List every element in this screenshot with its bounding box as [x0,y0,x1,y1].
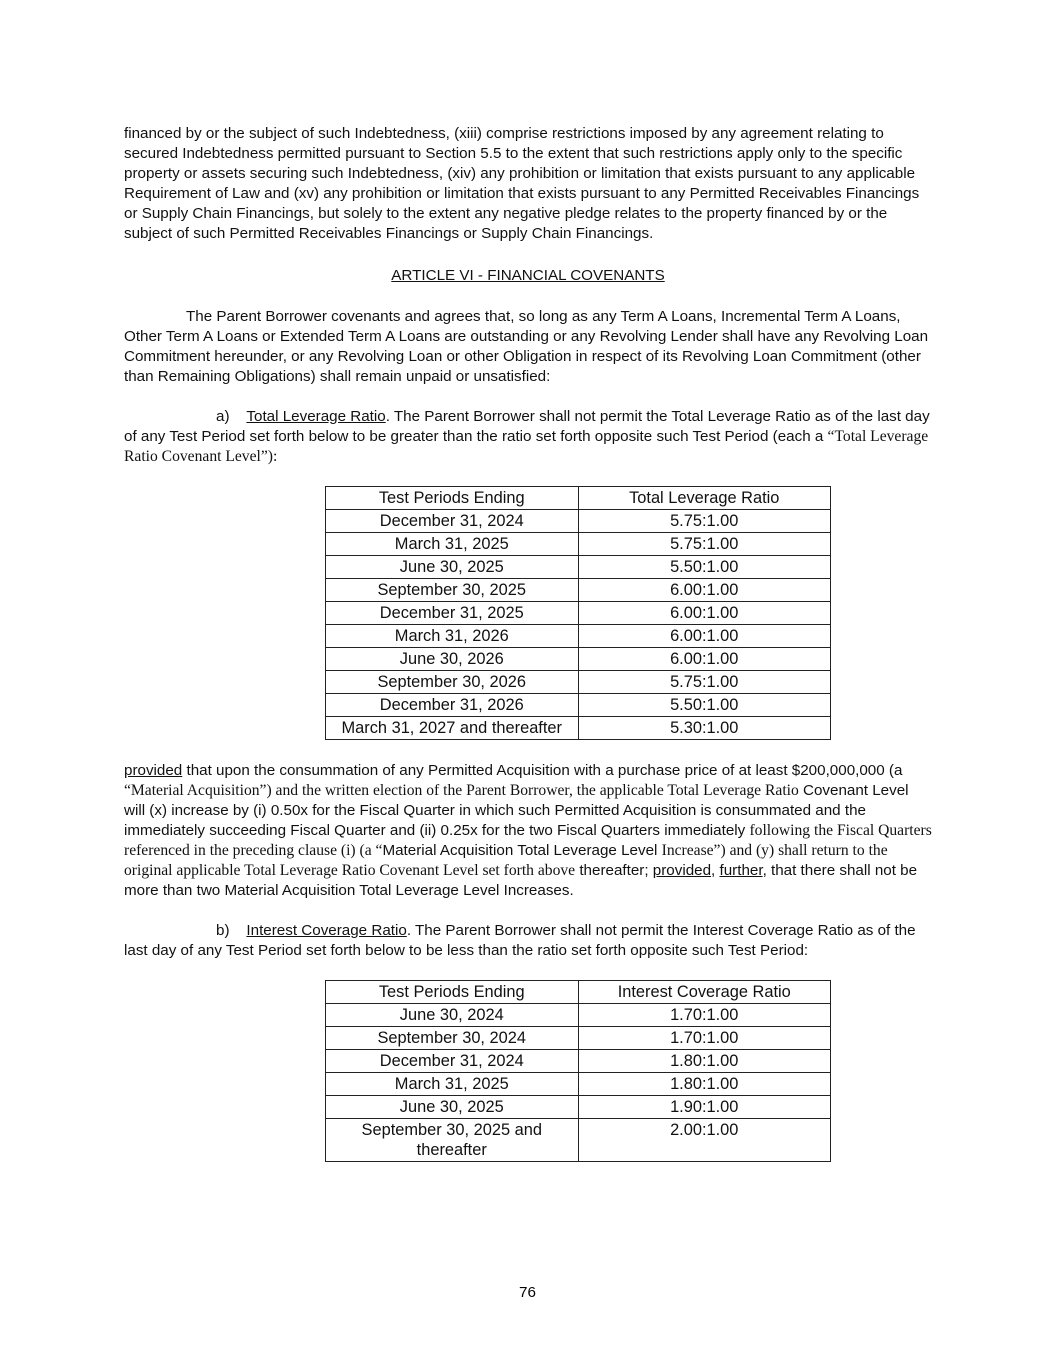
proviso-text: Covenant Level will (x) increase by (i) 0.50x for the Fiscal Quarter in which such Permitted Acquisition is consummated and the immediately succeeding Fiscal Quarter and (ii) 0.25x for the two Fiscal Quarters immediately [124,782,909,839]
proviso-provided: provided [124,762,183,779]
test-period-cell: December 31, 2026 [326,694,579,717]
ratio-cell: 1.70:1.00 [578,1027,831,1050]
table-header-cell: Test Periods Ending [326,487,579,510]
proviso-further: further [719,862,763,879]
interest-coverage-ratio-table [325,980,831,1162]
table-header-row [326,487,831,510]
test-period-cell: March 31, 2025 [326,533,579,556]
proviso-text: thereafter; [575,862,653,879]
table-row [326,533,831,556]
proviso-text: , that there shall not be more than two Material Acquisition Total Leverage Level Increases. [124,862,918,899]
intro-paragraph: The Parent Borrower covenants and agrees that, so long as any Term A Loans, Incremental Term A Loans, Other Term A Loans or Extended Term A Loans are outstanding or any Revolving Lender shall have any Revolving Loan Commitment hereunder, or any Revolving Loan or other Obligation in respect of its Revolving Loan Commitment (other than Remaining Obligations) shall remain unpaid or unsatisfied: [124,308,929,385]
table-row [326,556,831,579]
test-period-cell: June 30, 2025 [326,1096,579,1119]
table-row [326,579,831,602]
table-row [326,671,831,694]
table-header-cell: Test Periods Ending [326,981,579,1004]
table-body [326,1004,831,1162]
ratio-cell: 1.70:1.00 [578,1004,831,1027]
section-b-text: . The Parent Borrower shall not permit the Interest Coverage Ratio as of the last day of any Test Period set forth below to be less than the ratio set forth opposite such Test Period: [124,922,916,959]
ratio-cell: 1.90:1.00 [578,1096,831,1119]
table-row [326,602,831,625]
total-leverage-ratio-table [325,486,831,740]
proviso-paragraph [124,761,932,901]
section-a-paragraph [124,407,932,467]
paragraph-negative-pledge-continuation: financed by or the subject of such Indebtedness, (xiii) comprise restrictions imposed by any agreement relating to secured Indebtedness permitted pursuant to Section 5.5 to the extent that such restrictions apply only to the specific property or assets securing such Indebtedness, (xiv) any prohibition or limitation that exists pursuant to any applicable Requirement of Law and (xv) any prohibition or limitation that exists pursuant to any Permitted Receivables Financings or Supply Chain Financings, but solely to the extent any negative pledge relates to the property financed by or the subject of such Permitted Receivables Financings or Supply Chain Financings. [124,125,920,242]
test-period-cell: September 30, 2025 and thereafter [326,1119,579,1162]
ratio-cell: 5.30:1.00 [578,717,831,740]
section-a-defined-term: “Total Leverage Ratio Covenant Level”): [124,428,929,465]
test-period-cell: December 31, 2024 [326,510,579,533]
test-period-cell: September 30, 2024 [326,1027,579,1050]
table-row [326,1027,831,1050]
proviso-provided-second: provided [652,862,712,879]
proviso-text: Material Acquisition Total Leverage Level [382,842,662,859]
table-header-row [326,981,831,1004]
proviso-text: “Material Acquisition”) and the written election of the Parent Borrower, the applicable Total Leverage Ratio [124,782,799,799]
ratio-cell: 6.00:1.00 [578,602,831,625]
article-heading [124,266,932,286]
table-body [326,510,831,740]
section-b-paragraph [124,921,932,961]
test-period-cell: September 30, 2026 [326,671,579,694]
ratio-cell: 1.80:1.00 [578,1050,831,1073]
section-b-title: Interest Coverage Ratio [246,922,407,939]
article-heading-text: ARTICLE VI - FINANCIAL COVENANTS [391,267,665,284]
test-period-cell: June 30, 2025 [326,556,579,579]
section-b-marker: b) [216,922,230,939]
table-header-cell: Total Leverage Ratio [578,487,831,510]
proviso-text: that upon the consummation of any Permitted Acquisition with a purchase price of at least $200,000,000 (a [182,762,903,779]
ratio-cell: 5.75:1.00 [578,533,831,556]
ratio-cell: 5.50:1.00 [578,694,831,717]
ratio-cell: 1.80:1.00 [578,1073,831,1096]
test-period-cell: December 31, 2025 [326,602,579,625]
table-header-cell: Interest Coverage Ratio [578,981,831,1004]
table-row [326,1096,831,1119]
test-period-cell: March 31, 2027 and thereafter [326,717,579,740]
table-row [326,1073,831,1096]
test-period-cell: June 30, 2026 [326,648,579,671]
table-row [326,694,831,717]
proviso-text: Increase”) and (y) shall return to the original applicable Total Leverage Ratio Covenant Level set forth above [124,842,888,879]
table-row [326,717,831,740]
table-row [326,648,831,671]
table-row [326,1004,831,1027]
test-period-cell: March 31, 2025 [326,1073,579,1096]
proviso-text: following the Fiscal Quarters referenced in the preceding clause (i) (a “ [124,822,932,859]
ratio-cell: 5.75:1.00 [578,671,831,694]
proviso-comma: , [711,862,720,879]
test-period-cell: December 31, 2024 [326,1050,579,1073]
ratio-cell: 6.00:1.00 [578,648,831,671]
test-period-cell: March 31, 2026 [326,625,579,648]
section-a-text: . The Parent Borrower shall not permit the Total Leverage Ratio as of the last day of any Test Period set forth below to be greater than the ratio set forth opposite such Test Period (each a [124,408,930,445]
table-row [326,510,831,533]
table-row [326,625,831,648]
page-number: 76 [519,1284,536,1301]
table-row [326,1119,831,1162]
section-a-marker: a) [216,408,230,425]
test-period-cell: June 30, 2024 [326,1004,579,1027]
ratio-cell: 5.75:1.00 [578,510,831,533]
ratio-cell: 2.00:1.00 [578,1119,831,1162]
test-period-cell: September 30, 2025 [326,579,579,602]
table-row [326,1050,831,1073]
ratio-cell: 5.50:1.00 [578,556,831,579]
ratio-cell: 6.00:1.00 [578,625,831,648]
section-a-title: Total Leverage Ratio [246,408,386,425]
document-page [124,124,932,1162]
ratio-cell: 6.00:1.00 [578,579,831,602]
